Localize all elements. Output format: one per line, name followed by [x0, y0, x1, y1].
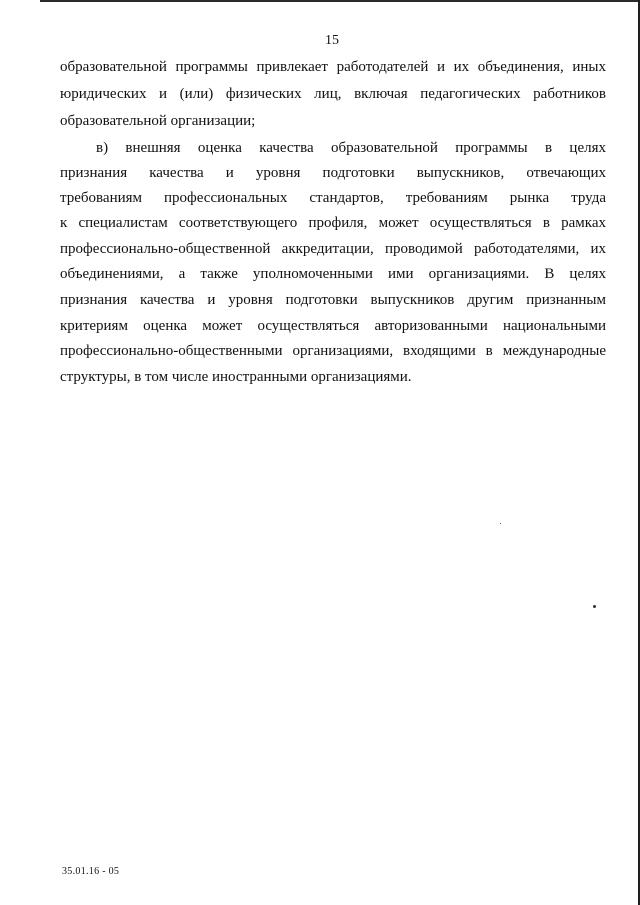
text-line: юридических и (или) физических лиц, включая педагогических работников [60, 86, 606, 102]
text-line: профессионально-общественной аккредитации, проводимой работодателями, их [60, 241, 606, 257]
text-line: признания качества и уровня подготовки выпускников, отвечающих [60, 165, 606, 181]
text-line: критериям оценка может осуществляться авторизованными национальными [60, 318, 606, 334]
document-code: 35.01.16 - 05 [62, 866, 120, 877]
text-line: признания качества и уровня подготовки выпускников другим признанным [60, 292, 606, 308]
text-line: профессионально-общественными организациями, входящими в международные [60, 343, 606, 359]
page-number: 15 [325, 33, 339, 48]
text-line: объединениями, а также уполномоченными ими организациями. В целях [60, 266, 606, 282]
text-line: в) внешняя оценка качества образовательной программы в целях [96, 140, 606, 156]
scan-speck [593, 605, 596, 608]
text-line: образовательной организации; [60, 113, 256, 129]
scan-border-top [40, 0, 640, 2]
scan-speck [500, 523, 501, 524]
text-line: к специалистам соответствующего профиля, может осуществляться в рамках [60, 215, 606, 231]
text-line: требованиям профессиональных стандартов, требованиям рынка труда [60, 190, 606, 206]
text-line: образовательной программы привлекает работодателей и их объединения, иных [60, 59, 606, 75]
text-line: структуры, в том числе иностранными организациями. [60, 369, 412, 385]
